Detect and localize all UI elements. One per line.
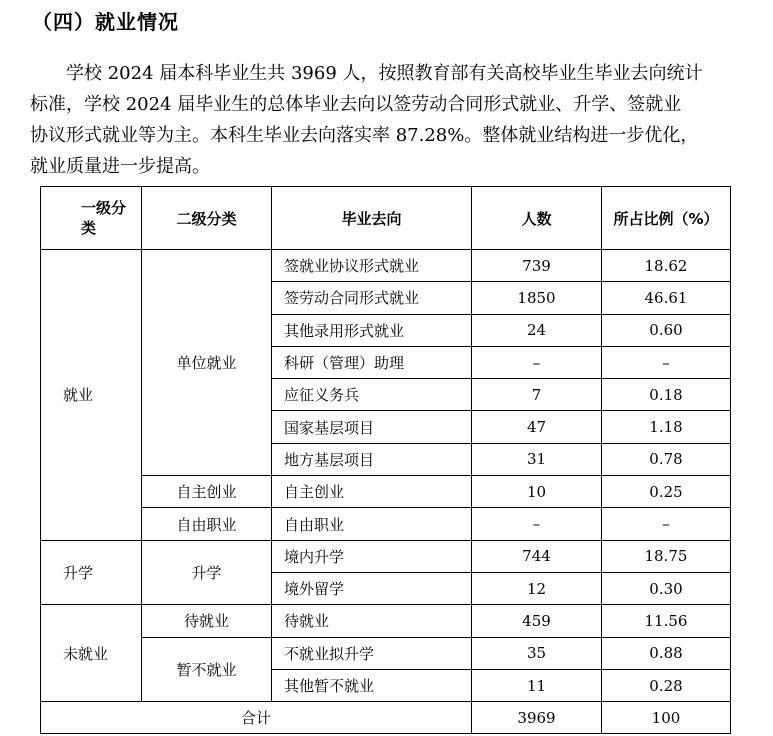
section-title: （四）就业情况 bbox=[32, 10, 179, 34]
total-row bbox=[41, 702, 731, 734]
count-cell: – bbox=[472, 508, 602, 540]
ratio-cell: – bbox=[602, 508, 731, 540]
header-count: 人数 bbox=[472, 187, 602, 250]
destination-cell: 应征义务兵 bbox=[272, 379, 472, 411]
destination-cell: 其他暂不就业 bbox=[272, 669, 472, 701]
destination-cell: 地方基层项目 bbox=[272, 443, 472, 475]
table-row bbox=[41, 250, 731, 282]
ratio-cell: 0.25 bbox=[602, 476, 731, 508]
count-cell: 12 bbox=[472, 572, 602, 604]
count-cell: 10 bbox=[472, 476, 602, 508]
level1-employed: 就业 bbox=[41, 250, 142, 541]
count-cell: – bbox=[472, 346, 602, 378]
total-label: 合计 bbox=[41, 702, 472, 734]
header-level1: 一级分类 bbox=[41, 187, 142, 250]
paragraph-line: 学校 2024 届本科毕业生共 3969 人，按照教育部有关高校毕业生毕业去向统计 bbox=[66, 63, 703, 84]
paragraph-line: 标准，学校 2024 届毕业生的总体毕业去向以签劳动合同形式就业、升学、签就业 bbox=[30, 94, 682, 115]
ratio-cell: 11.56 bbox=[602, 605, 731, 637]
level2-freelance: 自由职业 bbox=[142, 508, 272, 540]
count-cell: 47 bbox=[472, 411, 602, 443]
paragraph-line: 协议形式就业等为主。本科生毕业去向落实率 87.28%。整体就业结构进一步优化， bbox=[30, 125, 699, 146]
count-cell: 739 bbox=[472, 250, 602, 282]
ratio-cell: 46.61 bbox=[602, 282, 731, 314]
destination-cell: 其他录用形式就业 bbox=[272, 314, 472, 346]
destination-cell: 待就业 bbox=[272, 605, 472, 637]
level2-further-study: 升学 bbox=[142, 540, 272, 605]
count-cell: 31 bbox=[472, 443, 602, 475]
count-cell: 1850 bbox=[472, 282, 602, 314]
destination-cell: 自由职业 bbox=[272, 508, 472, 540]
destination-cell: 境内升学 bbox=[272, 540, 472, 572]
count-cell: 11 bbox=[472, 669, 602, 701]
table-row bbox=[41, 540, 731, 572]
destination-cell: 不就业拟升学 bbox=[272, 637, 472, 669]
table-header-row bbox=[41, 187, 731, 250]
header-level2: 二级分类 bbox=[142, 187, 272, 250]
destination-cell: 科研（管理）助理 bbox=[272, 346, 472, 378]
paragraph-line: 就业质量进一步提高。 bbox=[30, 156, 210, 177]
total-ratio: 100 bbox=[602, 702, 731, 734]
header-destination: 毕业去向 bbox=[272, 187, 472, 250]
level2-awaiting: 待就业 bbox=[142, 605, 272, 637]
level1-not-employed: 未就业 bbox=[41, 605, 142, 702]
table-row bbox=[41, 605, 731, 637]
count-cell: 24 bbox=[472, 314, 602, 346]
destination-cell: 签就业协议形式就业 bbox=[272, 250, 472, 282]
table-row bbox=[41, 508, 731, 540]
ratio-cell: 0.18 bbox=[602, 379, 731, 411]
ratio-cell: – bbox=[602, 346, 731, 378]
destination-cell: 境外留学 bbox=[272, 572, 472, 604]
summary-paragraph bbox=[30, 58, 760, 182]
count-cell: 459 bbox=[472, 605, 602, 637]
destination-cell: 签劳动合同形式就业 bbox=[272, 282, 472, 314]
header-ratio: 所占比例（%） bbox=[602, 187, 731, 250]
destination-cell: 国家基层项目 bbox=[272, 411, 472, 443]
ratio-cell: 0.88 bbox=[602, 637, 731, 669]
employment-table bbox=[40, 186, 731, 734]
ratio-cell: 0.30 bbox=[602, 572, 731, 604]
level1-further-study: 升学 bbox=[41, 540, 142, 605]
table-row bbox=[41, 476, 731, 508]
count-cell: 7 bbox=[472, 379, 602, 411]
ratio-cell: 18.75 bbox=[602, 540, 731, 572]
level2-unit-employment: 单位就业 bbox=[142, 250, 272, 476]
table-row bbox=[41, 637, 731, 669]
level2-self-startup: 自主创业 bbox=[142, 476, 272, 508]
count-cell: 744 bbox=[472, 540, 602, 572]
ratio-cell: 0.78 bbox=[602, 443, 731, 475]
total-count: 3969 bbox=[472, 702, 602, 734]
ratio-cell: 0.28 bbox=[602, 669, 731, 701]
level2-temp-not-employed: 暂不就业 bbox=[142, 637, 272, 702]
ratio-cell: 18.62 bbox=[602, 250, 731, 282]
ratio-cell: 0.60 bbox=[602, 314, 731, 346]
ratio-cell: 1.18 bbox=[602, 411, 731, 443]
destination-cell: 自主创业 bbox=[272, 476, 472, 508]
count-cell: 35 bbox=[472, 637, 602, 669]
